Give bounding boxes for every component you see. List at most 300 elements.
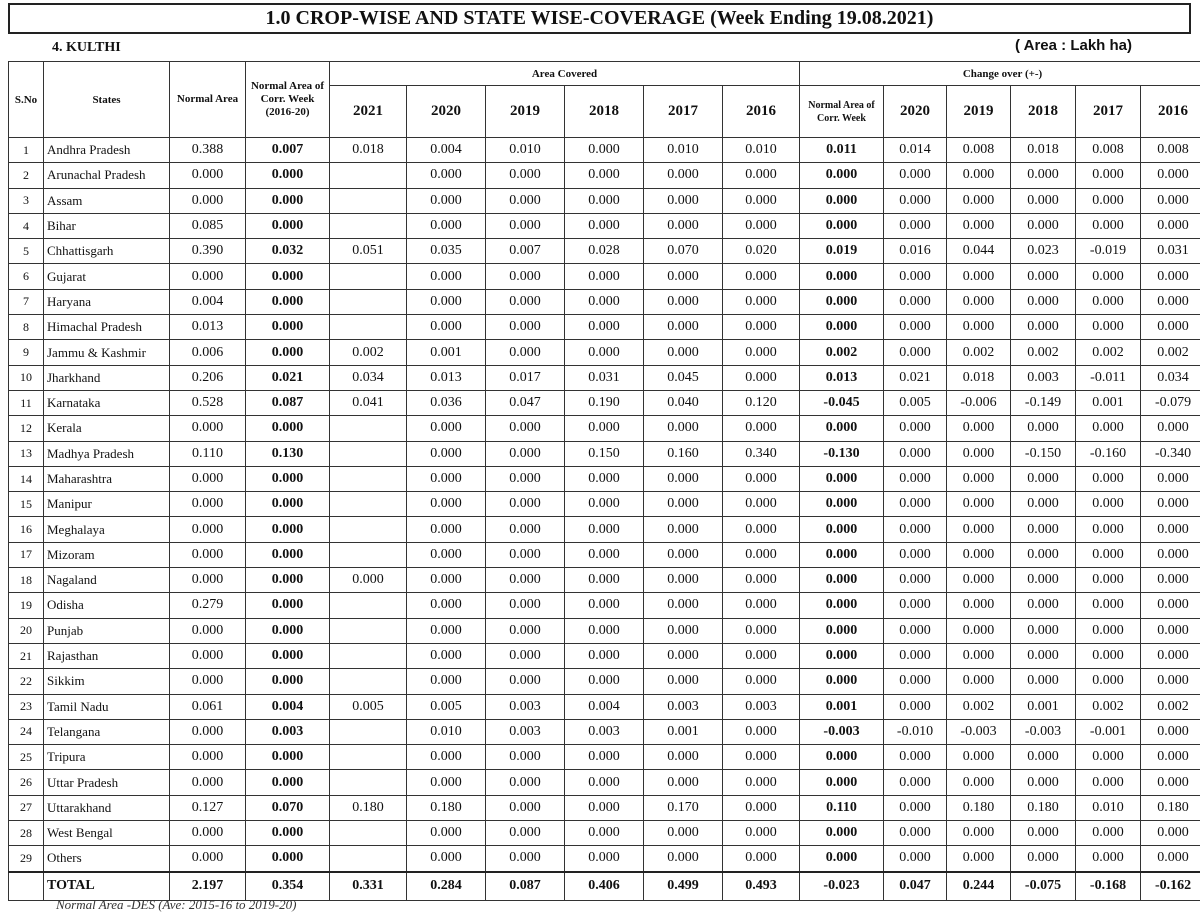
row-sno: 29 bbox=[9, 846, 44, 872]
row-normal-area: 0.279 bbox=[170, 593, 246, 618]
row-cov-2021 bbox=[330, 264, 407, 289]
total-normal-area: 2.197 bbox=[170, 872, 246, 901]
row-chg-2016: 0.000 bbox=[1141, 416, 1200, 441]
row-chg-2017: 0.000 bbox=[1076, 213, 1141, 238]
row-cov-2016: 0.000 bbox=[723, 517, 800, 542]
row-cov-2020: 0.013 bbox=[407, 365, 486, 390]
row-cov-2017: 0.000 bbox=[644, 492, 723, 517]
row-cov-2016: 0.000 bbox=[723, 846, 800, 872]
row-cov-2017: 0.000 bbox=[644, 846, 723, 872]
row-chg-2016: 0.180 bbox=[1141, 795, 1200, 820]
row-cov-2021 bbox=[330, 492, 407, 517]
row-sno: 16 bbox=[9, 517, 44, 542]
row-chg-2018: 0.000 bbox=[1011, 618, 1076, 643]
row-chg-2020: 0.021 bbox=[884, 365, 947, 390]
row-chg-normal: 0.000 bbox=[800, 568, 884, 593]
row-cov-2016: 0.000 bbox=[723, 340, 800, 365]
row-cov-2019: 0.000 bbox=[486, 188, 565, 213]
row-cov-2020: 0.000 bbox=[407, 568, 486, 593]
row-cov-2018: 0.000 bbox=[565, 745, 644, 770]
col-chg-2018: 2018 bbox=[1011, 86, 1076, 138]
row-cov-2017: 0.001 bbox=[644, 719, 723, 744]
row-chg-2017: 0.000 bbox=[1076, 542, 1141, 567]
row-state: Rajasthan bbox=[44, 643, 170, 668]
row-normal-area: 0.000 bbox=[170, 846, 246, 872]
row-chg-2016: 0.000 bbox=[1141, 821, 1200, 846]
row-chg-2016: 0.000 bbox=[1141, 188, 1200, 213]
row-chg-2017: 0.000 bbox=[1076, 821, 1141, 846]
row-cov-2016: 0.000 bbox=[723, 188, 800, 213]
row-chg-2016: 0.000 bbox=[1141, 593, 1200, 618]
row-normal-area: 0.013 bbox=[170, 315, 246, 340]
row-cov-2020: 0.005 bbox=[407, 694, 486, 719]
row-chg-2019: 0.000 bbox=[947, 542, 1011, 567]
row-cov-2021: 0.041 bbox=[330, 390, 407, 415]
row-chg-2016: -0.340 bbox=[1141, 441, 1200, 466]
row-cov-2017: 0.170 bbox=[644, 795, 723, 820]
col-cov-2017: 2017 bbox=[644, 86, 723, 138]
row-cov-2018: 0.000 bbox=[565, 264, 644, 289]
row-cov-2016: 0.000 bbox=[723, 542, 800, 567]
row-chg-2016: 0.000 bbox=[1141, 846, 1200, 872]
row-sno: 2 bbox=[9, 163, 44, 188]
row-state: Manipur bbox=[44, 492, 170, 517]
table-row bbox=[9, 643, 1200, 668]
row-chg-2018: 0.002 bbox=[1011, 340, 1076, 365]
row-normal-area: 0.127 bbox=[170, 795, 246, 820]
row-cov-2018: 0.000 bbox=[565, 315, 644, 340]
row-chg-2020: 0.000 bbox=[884, 542, 947, 567]
row-chg-2019: 0.000 bbox=[947, 745, 1011, 770]
col-cov-2018: 2018 bbox=[565, 86, 644, 138]
row-chg-2019: 0.180 bbox=[947, 795, 1011, 820]
row-cov-2020: 0.000 bbox=[407, 669, 486, 694]
report-title: 1.0 CROP-WISE AND STATE WISE-COVERAGE (Week Ending 19.08.2021) bbox=[8, 3, 1191, 34]
row-cov-2019: 0.000 bbox=[486, 542, 565, 567]
row-cov-2016: 0.000 bbox=[723, 492, 800, 517]
row-cov-2021 bbox=[330, 669, 407, 694]
row-cov-2017: 0.000 bbox=[644, 517, 723, 542]
row-chg-normal: 0.000 bbox=[800, 315, 884, 340]
row-chg-2018: -0.003 bbox=[1011, 719, 1076, 744]
row-normal-corr: 0.007 bbox=[246, 138, 330, 163]
row-chg-normal: 0.000 bbox=[800, 846, 884, 872]
col-chg-normal: Normal Area of Corr. Week bbox=[800, 86, 884, 138]
row-chg-2019: 0.000 bbox=[947, 821, 1011, 846]
row-chg-normal: 0.000 bbox=[800, 770, 884, 795]
row-cov-2021 bbox=[330, 719, 407, 744]
row-chg-2017: 0.000 bbox=[1076, 669, 1141, 694]
row-cov-2018: 0.000 bbox=[565, 289, 644, 314]
row-state: Mizoram bbox=[44, 542, 170, 567]
row-cov-2018: 0.000 bbox=[565, 163, 644, 188]
row-cov-2019: 0.000 bbox=[486, 593, 565, 618]
row-cov-2017: 0.045 bbox=[644, 365, 723, 390]
row-cov-2020: 0.000 bbox=[407, 593, 486, 618]
row-state: Uttarakhand bbox=[44, 795, 170, 820]
row-chg-2020: 0.000 bbox=[884, 340, 947, 365]
row-sno: 18 bbox=[9, 568, 44, 593]
total-chg-2018: -0.075 bbox=[1011, 872, 1076, 901]
row-normal-corr: 0.003 bbox=[246, 719, 330, 744]
row-cov-2016: 0.000 bbox=[723, 593, 800, 618]
row-normal-corr: 0.000 bbox=[246, 846, 330, 872]
row-chg-2018: 0.180 bbox=[1011, 795, 1076, 820]
row-chg-2017: 0.000 bbox=[1076, 517, 1141, 542]
col-states: States bbox=[44, 62, 170, 138]
table-row bbox=[9, 593, 1200, 618]
row-state: Kerala bbox=[44, 416, 170, 441]
row-cov-2016: 0.000 bbox=[723, 643, 800, 668]
row-state: Maharashtra bbox=[44, 466, 170, 491]
row-cov-2019: 0.000 bbox=[486, 846, 565, 872]
row-cov-2020: 0.000 bbox=[407, 643, 486, 668]
total-row bbox=[9, 872, 1200, 901]
row-normal-corr: 0.000 bbox=[246, 643, 330, 668]
row-cov-2021 bbox=[330, 618, 407, 643]
row-cov-2018: 0.000 bbox=[565, 568, 644, 593]
row-chg-normal: 0.000 bbox=[800, 542, 884, 567]
row-cov-2020: 0.000 bbox=[407, 213, 486, 238]
row-cov-2019: 0.000 bbox=[486, 466, 565, 491]
row-cov-2016: 0.000 bbox=[723, 466, 800, 491]
row-normal-area: 0.000 bbox=[170, 719, 246, 744]
row-sno: 10 bbox=[9, 365, 44, 390]
row-cov-2018: 0.000 bbox=[565, 492, 644, 517]
row-cov-2016: 0.000 bbox=[723, 568, 800, 593]
row-cov-2018: 0.003 bbox=[565, 719, 644, 744]
row-cov-2019: 0.000 bbox=[486, 289, 565, 314]
row-cov-2020: 0.000 bbox=[407, 416, 486, 441]
row-cov-2018: 0.000 bbox=[565, 138, 644, 163]
total-cov-2021: 0.331 bbox=[330, 872, 407, 901]
total-cov-2020: 0.284 bbox=[407, 872, 486, 901]
row-sno: 13 bbox=[9, 441, 44, 466]
total-cov-2016: 0.493 bbox=[723, 872, 800, 901]
row-sno: 11 bbox=[9, 390, 44, 415]
row-chg-2018: 0.000 bbox=[1011, 466, 1076, 491]
row-chg-normal: 0.000 bbox=[800, 593, 884, 618]
row-normal-area: 0.006 bbox=[170, 340, 246, 365]
row-state: Bihar bbox=[44, 213, 170, 238]
row-chg-normal: 0.000 bbox=[800, 416, 884, 441]
row-cov-2016: 0.003 bbox=[723, 694, 800, 719]
row-chg-2020: 0.000 bbox=[884, 568, 947, 593]
row-normal-corr: 0.000 bbox=[246, 568, 330, 593]
row-normal-corr: 0.000 bbox=[246, 213, 330, 238]
row-chg-2017: 0.000 bbox=[1076, 466, 1141, 491]
row-chg-2019: 0.000 bbox=[947, 517, 1011, 542]
row-cov-2017: 0.000 bbox=[644, 821, 723, 846]
row-sno: 12 bbox=[9, 416, 44, 441]
row-chg-2017: 0.000 bbox=[1076, 315, 1141, 340]
row-chg-normal: 0.000 bbox=[800, 745, 884, 770]
row-chg-2018: 0.003 bbox=[1011, 365, 1076, 390]
row-chg-2017: -0.019 bbox=[1076, 239, 1141, 264]
row-cov-2017: 0.000 bbox=[644, 745, 723, 770]
row-cov-2020: 0.000 bbox=[407, 542, 486, 567]
row-normal-area: 0.000 bbox=[170, 770, 246, 795]
row-cov-2018: 0.000 bbox=[565, 542, 644, 567]
row-chg-2020: 0.000 bbox=[884, 821, 947, 846]
row-chg-2018: 0.018 bbox=[1011, 138, 1076, 163]
row-cov-2021 bbox=[330, 745, 407, 770]
row-state: Karnataka bbox=[44, 390, 170, 415]
row-normal-area: 0.388 bbox=[170, 138, 246, 163]
row-cov-2016: 0.010 bbox=[723, 138, 800, 163]
row-chg-2019: 0.044 bbox=[947, 239, 1011, 264]
row-cov-2016: 0.000 bbox=[723, 669, 800, 694]
row-chg-normal: 0.001 bbox=[800, 694, 884, 719]
row-chg-normal: 0.000 bbox=[800, 264, 884, 289]
row-cov-2017: 0.000 bbox=[644, 618, 723, 643]
row-cov-2019: 0.000 bbox=[486, 340, 565, 365]
row-normal-area: 0.390 bbox=[170, 239, 246, 264]
row-state: Gujarat bbox=[44, 264, 170, 289]
row-chg-normal: 0.013 bbox=[800, 365, 884, 390]
row-cov-2020: 0.000 bbox=[407, 188, 486, 213]
row-chg-normal: 0.019 bbox=[800, 239, 884, 264]
row-cov-2020: 0.000 bbox=[407, 745, 486, 770]
row-cov-2019: 0.000 bbox=[486, 213, 565, 238]
row-cov-2020: 0.000 bbox=[407, 517, 486, 542]
row-chg-2019: 0.000 bbox=[947, 593, 1011, 618]
row-sno: 22 bbox=[9, 669, 44, 694]
row-chg-2019: 0.000 bbox=[947, 188, 1011, 213]
row-normal-corr: 0.021 bbox=[246, 365, 330, 390]
row-cov-2017: 0.000 bbox=[644, 416, 723, 441]
row-chg-2017: -0.001 bbox=[1076, 719, 1141, 744]
col-chg-2016: 2016 bbox=[1141, 86, 1200, 138]
row-chg-2017: 0.000 bbox=[1076, 163, 1141, 188]
row-chg-2016: -0.079 bbox=[1141, 390, 1200, 415]
row-normal-area: 0.110 bbox=[170, 441, 246, 466]
total-chg-2017: -0.168 bbox=[1076, 872, 1141, 901]
row-cov-2016: 0.000 bbox=[723, 745, 800, 770]
row-chg-2016: 0.000 bbox=[1141, 315, 1200, 340]
row-chg-2020: 0.000 bbox=[884, 770, 947, 795]
row-cov-2017: 0.000 bbox=[644, 289, 723, 314]
row-cov-2016: 0.000 bbox=[723, 289, 800, 314]
row-chg-2020: 0.000 bbox=[884, 492, 947, 517]
row-cov-2017: 0.000 bbox=[644, 188, 723, 213]
row-cov-2020: 0.000 bbox=[407, 821, 486, 846]
row-sno: 15 bbox=[9, 492, 44, 517]
row-chg-2018: 0.001 bbox=[1011, 694, 1076, 719]
col-cov-2021: 2021 bbox=[330, 86, 407, 138]
row-normal-area: 0.000 bbox=[170, 568, 246, 593]
row-chg-2017: 0.002 bbox=[1076, 340, 1141, 365]
row-chg-normal: 0.002 bbox=[800, 340, 884, 365]
row-state: Odisha bbox=[44, 593, 170, 618]
row-sno: 17 bbox=[9, 542, 44, 567]
row-normal-corr: 0.000 bbox=[246, 618, 330, 643]
row-chg-2017: 0.000 bbox=[1076, 289, 1141, 314]
row-cov-2018: 0.000 bbox=[565, 770, 644, 795]
row-state: Jammu & Kashmir bbox=[44, 340, 170, 365]
row-chg-2016: 0.000 bbox=[1141, 719, 1200, 744]
row-chg-2019: 0.000 bbox=[947, 466, 1011, 491]
row-state: Arunachal Pradesh bbox=[44, 163, 170, 188]
row-sno: 3 bbox=[9, 188, 44, 213]
row-normal-area: 0.000 bbox=[170, 821, 246, 846]
row-chg-2018: 0.000 bbox=[1011, 315, 1076, 340]
total-normal-corr: 0.354 bbox=[246, 872, 330, 901]
row-sno: 8 bbox=[9, 315, 44, 340]
row-chg-2016: 0.008 bbox=[1141, 138, 1200, 163]
row-cov-2021: 0.018 bbox=[330, 138, 407, 163]
row-state: Assam bbox=[44, 188, 170, 213]
row-cov-2018: 0.000 bbox=[565, 618, 644, 643]
row-normal-corr: 0.070 bbox=[246, 795, 330, 820]
row-chg-normal: 0.000 bbox=[800, 669, 884, 694]
row-cov-2018: 0.000 bbox=[565, 517, 644, 542]
row-chg-2017: -0.011 bbox=[1076, 365, 1141, 390]
row-state: Himachal Pradesh bbox=[44, 315, 170, 340]
row-sno: 21 bbox=[9, 643, 44, 668]
table-row bbox=[9, 390, 1200, 415]
row-chg-2018: 0.000 bbox=[1011, 542, 1076, 567]
row-cov-2018: 0.028 bbox=[565, 239, 644, 264]
row-sno: 1 bbox=[9, 138, 44, 163]
row-chg-2019: 0.000 bbox=[947, 163, 1011, 188]
total-chg-2016: -0.162 bbox=[1141, 872, 1200, 901]
row-chg-2017: 0.000 bbox=[1076, 492, 1141, 517]
row-normal-area: 0.000 bbox=[170, 542, 246, 567]
row-cov-2018: 0.000 bbox=[565, 188, 644, 213]
row-chg-2016: 0.000 bbox=[1141, 669, 1200, 694]
row-cov-2021 bbox=[330, 188, 407, 213]
row-normal-area: 0.000 bbox=[170, 492, 246, 517]
row-cov-2017: 0.000 bbox=[644, 568, 723, 593]
table-row bbox=[9, 669, 1200, 694]
row-cov-2017: 0.000 bbox=[644, 315, 723, 340]
row-state: Tripura bbox=[44, 745, 170, 770]
row-chg-2019: 0.000 bbox=[947, 846, 1011, 872]
table-row bbox=[9, 770, 1200, 795]
row-normal-area: 0.061 bbox=[170, 694, 246, 719]
row-cov-2017: 0.003 bbox=[644, 694, 723, 719]
row-normal-corr: 0.032 bbox=[246, 239, 330, 264]
row-chg-normal: 0.000 bbox=[800, 213, 884, 238]
row-chg-2020: 0.000 bbox=[884, 289, 947, 314]
row-cov-2019: 0.003 bbox=[486, 694, 565, 719]
row-cov-2016: 0.000 bbox=[723, 795, 800, 820]
header-row-group bbox=[9, 62, 1200, 86]
total-label: TOTAL bbox=[44, 872, 170, 901]
row-chg-normal: -0.045 bbox=[800, 390, 884, 415]
row-normal-area: 0.000 bbox=[170, 188, 246, 213]
row-chg-2020: 0.000 bbox=[884, 264, 947, 289]
row-chg-2020: -0.010 bbox=[884, 719, 947, 744]
row-cov-2020: 0.010 bbox=[407, 719, 486, 744]
col-normal-area: Normal Area bbox=[170, 62, 246, 138]
group-change-over: Change over (+-) bbox=[800, 62, 1200, 86]
row-cov-2020: 0.004 bbox=[407, 138, 486, 163]
row-chg-2017: 0.000 bbox=[1076, 593, 1141, 618]
row-cov-2019: 0.000 bbox=[486, 770, 565, 795]
row-cov-2021: 0.005 bbox=[330, 694, 407, 719]
row-normal-corr: 0.000 bbox=[246, 315, 330, 340]
row-chg-normal: 0.000 bbox=[800, 466, 884, 491]
table-row bbox=[9, 618, 1200, 643]
row-chg-2016: 0.000 bbox=[1141, 745, 1200, 770]
row-chg-2018: 0.000 bbox=[1011, 643, 1076, 668]
row-chg-2018: 0.000 bbox=[1011, 289, 1076, 314]
row-cov-2021: 0.000 bbox=[330, 568, 407, 593]
row-cov-2018: 0.000 bbox=[565, 821, 644, 846]
row-cov-2021: 0.002 bbox=[330, 340, 407, 365]
row-cov-2020: 0.000 bbox=[407, 315, 486, 340]
row-chg-2018: 0.023 bbox=[1011, 239, 1076, 264]
row-cov-2019: 0.000 bbox=[486, 643, 565, 668]
row-chg-2020: 0.000 bbox=[884, 517, 947, 542]
row-chg-normal: 0.000 bbox=[800, 618, 884, 643]
row-chg-normal: 0.000 bbox=[800, 188, 884, 213]
row-cov-2020: 0.035 bbox=[407, 239, 486, 264]
row-cov-2018: 0.000 bbox=[565, 466, 644, 491]
table-row bbox=[9, 745, 1200, 770]
row-cov-2017: 0.000 bbox=[644, 593, 723, 618]
row-chg-2016: 0.034 bbox=[1141, 365, 1200, 390]
row-cov-2020: 0.000 bbox=[407, 289, 486, 314]
row-cov-2016: 0.000 bbox=[723, 618, 800, 643]
row-chg-2019: 0.000 bbox=[947, 669, 1011, 694]
row-chg-2016: 0.000 bbox=[1141, 163, 1200, 188]
row-normal-corr: 0.000 bbox=[246, 770, 330, 795]
row-chg-2020: 0.000 bbox=[884, 188, 947, 213]
row-cov-2020: 0.000 bbox=[407, 441, 486, 466]
coverage-table bbox=[8, 61, 1200, 901]
row-normal-corr: 0.000 bbox=[246, 542, 330, 567]
row-cov-2020: 0.000 bbox=[407, 163, 486, 188]
row-chg-2020: 0.000 bbox=[884, 669, 947, 694]
row-normal-corr: 0.000 bbox=[246, 517, 330, 542]
row-cov-2019: 0.000 bbox=[486, 416, 565, 441]
row-chg-2017: 0.000 bbox=[1076, 618, 1141, 643]
row-chg-2020: 0.000 bbox=[884, 694, 947, 719]
table-row bbox=[9, 821, 1200, 846]
row-normal-corr: 0.000 bbox=[246, 340, 330, 365]
row-chg-2020: 0.005 bbox=[884, 390, 947, 415]
row-chg-normal: -0.130 bbox=[800, 441, 884, 466]
row-chg-2018: 0.000 bbox=[1011, 568, 1076, 593]
row-cov-2021 bbox=[330, 315, 407, 340]
row-cov-2016: 0.120 bbox=[723, 390, 800, 415]
row-cov-2020: 0.000 bbox=[407, 618, 486, 643]
row-sno: 24 bbox=[9, 719, 44, 744]
row-chg-2016: 0.000 bbox=[1141, 542, 1200, 567]
row-cov-2018: 0.000 bbox=[565, 416, 644, 441]
row-cov-2021 bbox=[330, 593, 407, 618]
row-cov-2016: 0.000 bbox=[723, 719, 800, 744]
group-area-covered: Area Covered bbox=[330, 62, 800, 86]
row-cov-2019: 0.047 bbox=[486, 390, 565, 415]
row-chg-2019: 0.008 bbox=[947, 138, 1011, 163]
table-row bbox=[9, 542, 1200, 567]
row-chg-2017: 0.000 bbox=[1076, 416, 1141, 441]
row-normal-area: 0.000 bbox=[170, 643, 246, 668]
row-normal-area: 0.000 bbox=[170, 517, 246, 542]
row-normal-corr: 0.087 bbox=[246, 390, 330, 415]
row-chg-2017: 0.000 bbox=[1076, 188, 1141, 213]
row-normal-corr: 0.000 bbox=[246, 466, 330, 491]
table-row bbox=[9, 719, 1200, 744]
row-cov-2021 bbox=[330, 643, 407, 668]
row-chg-2018: 0.000 bbox=[1011, 846, 1076, 872]
row-state: Chhattisgarh bbox=[44, 239, 170, 264]
row-chg-2019: 0.000 bbox=[947, 770, 1011, 795]
